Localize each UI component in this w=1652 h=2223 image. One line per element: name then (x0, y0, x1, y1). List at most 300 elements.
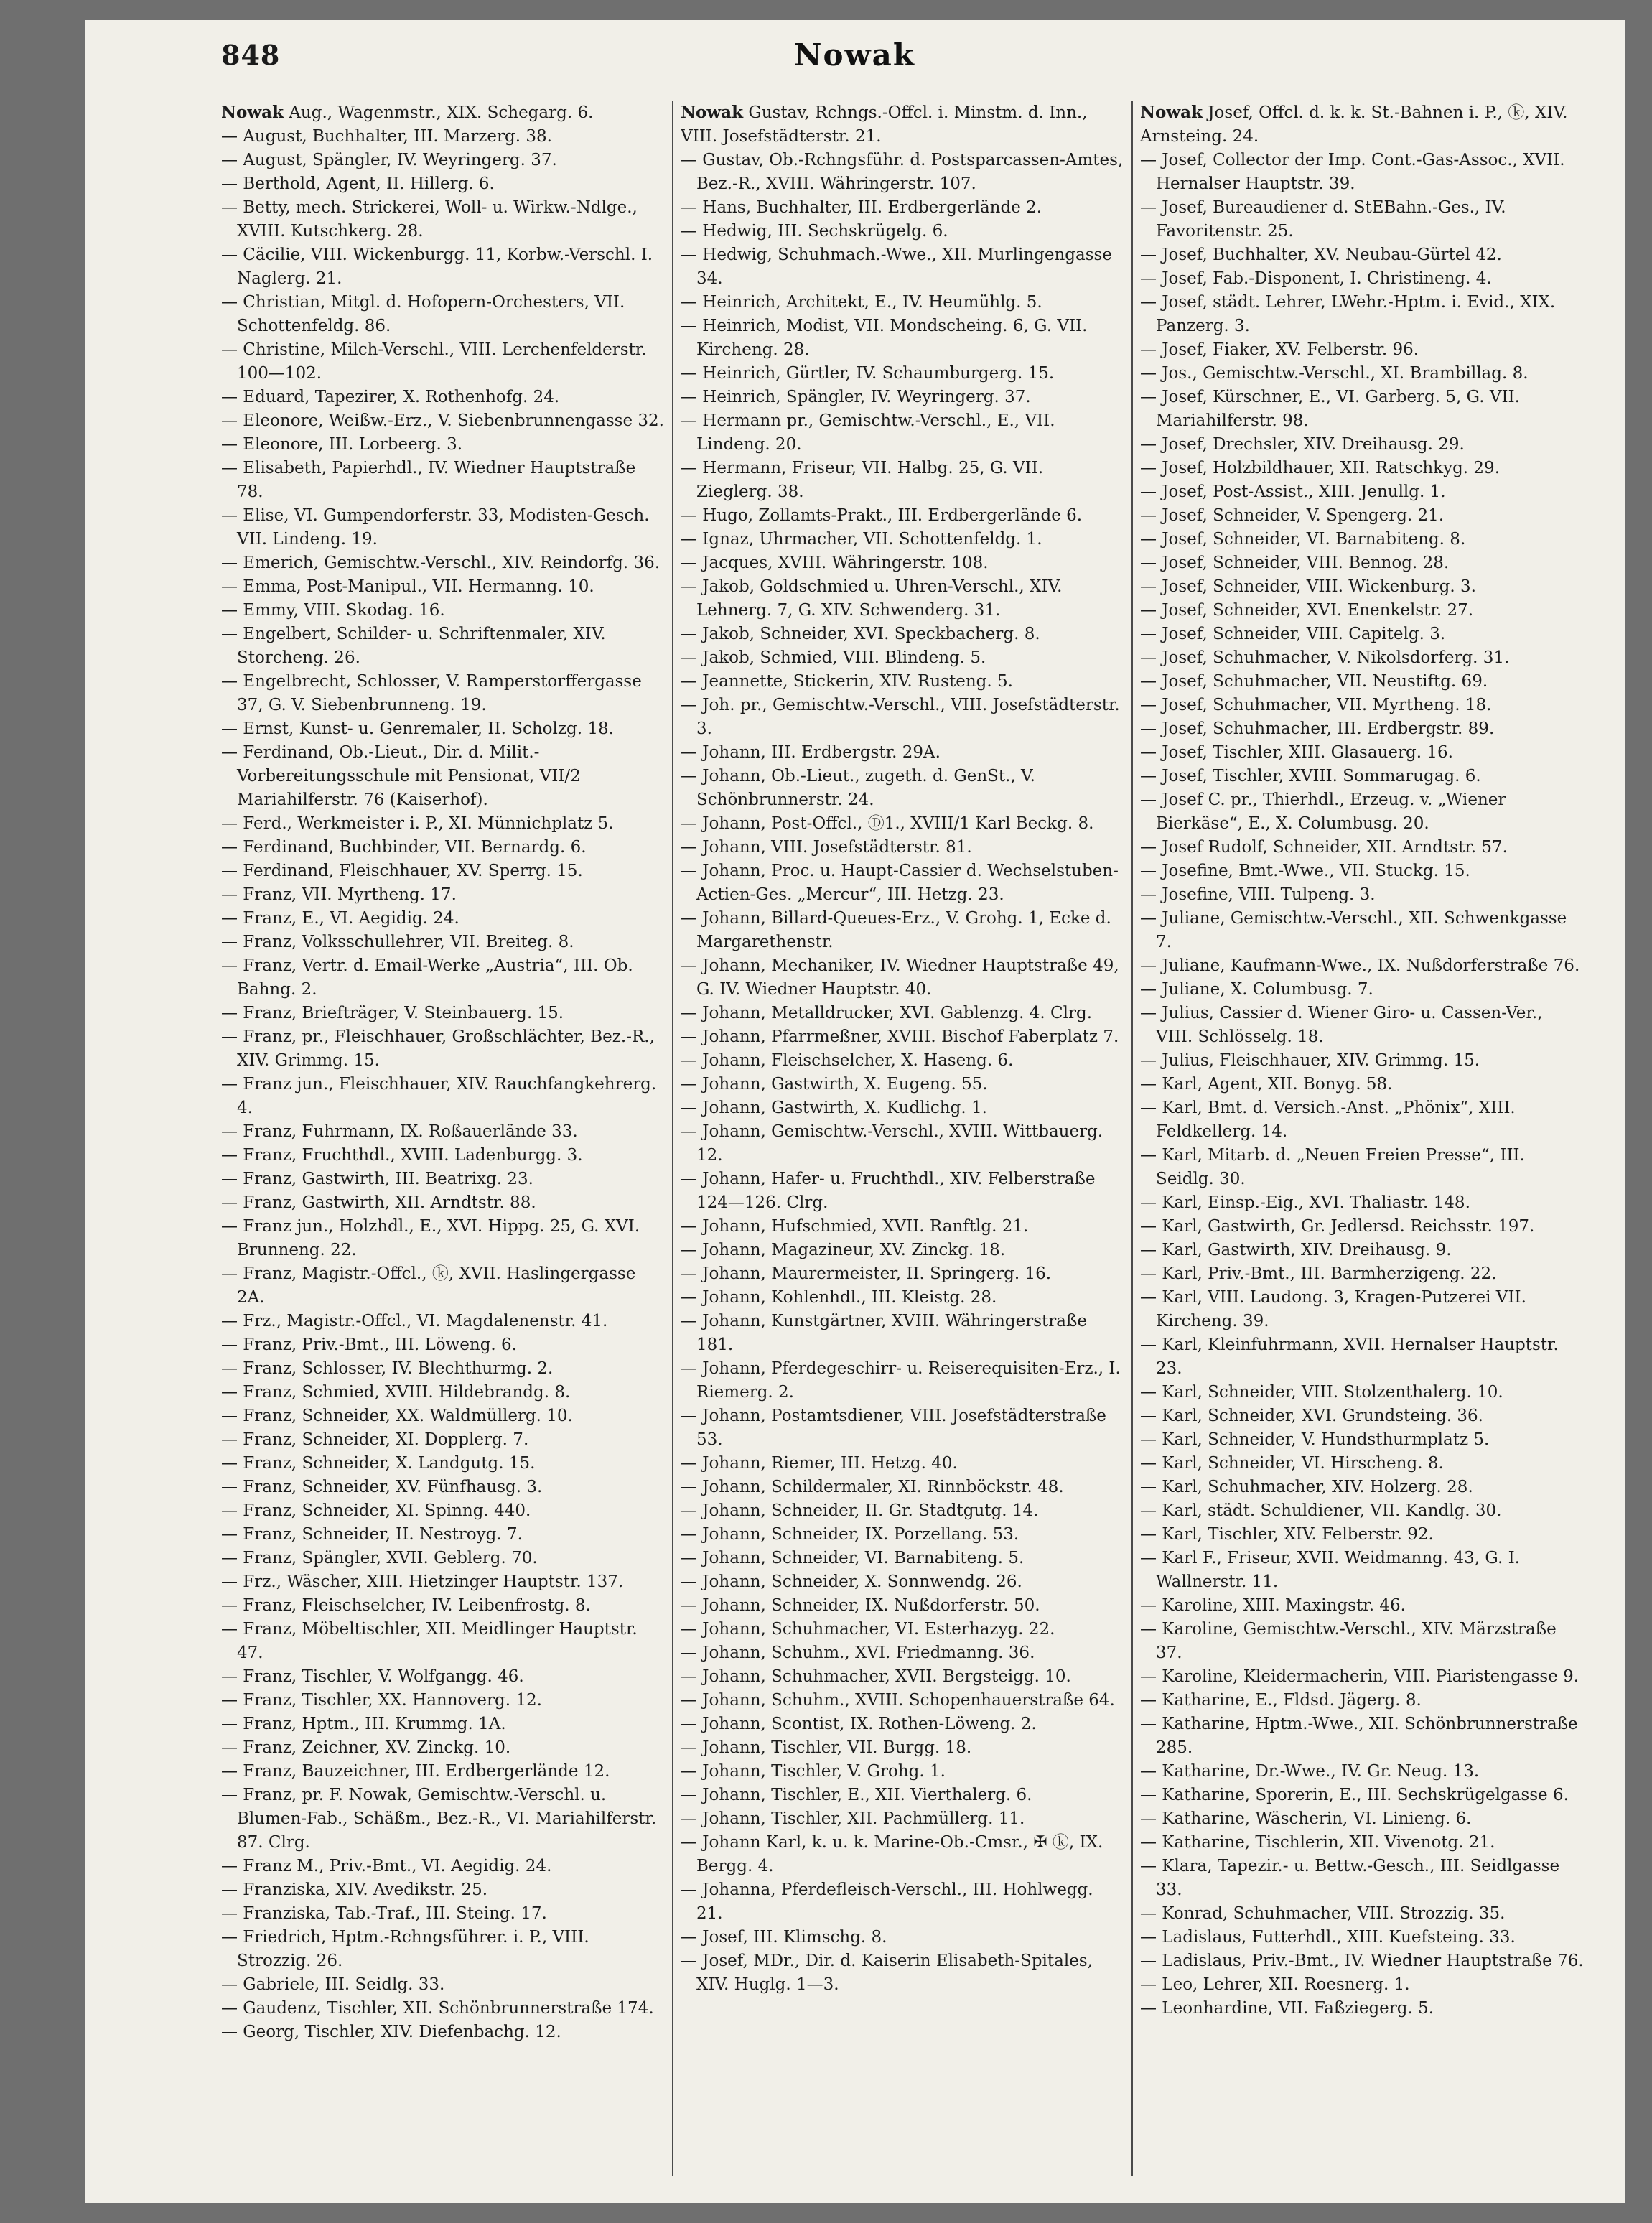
entry-text: — Josef, Schneider, VIII. Capitelg. 3. (1140, 625, 1446, 643)
entry-text: — Karl, Gastwirth, XIV. Dreihausg. 9. (1140, 1241, 1452, 1259)
entry-text: — Franz, Gastwirth, XII. Arndtstr. 88. (221, 1193, 536, 1212)
entry-text: — Johann, Schuhmacher, XVII. Bergsteigg. 10. (681, 1667, 1071, 1686)
directory-entry (681, 1760, 1124, 1784)
directory-entry (1140, 1949, 1584, 1973)
directory-entry (681, 1262, 1124, 1286)
entry-text: — Frz., Magistr.-Offcl., VI. Magdalenenstr. 41. (221, 1312, 608, 1330)
entry-text: — Karl, Schneider, V. Hundsthurmplatz 5. (1140, 1430, 1490, 1449)
directory-entry (221, 575, 665, 599)
entry-text: — Josefine, Bmt.-Wwe., VII. Stuckg. 15. (1140, 862, 1470, 880)
entry-text: — Jakob, Schmied, VIII. Blindeng. 5. (681, 648, 986, 667)
entry-text: — Katharine, Dr.-Wwe., IV. Gr. Neug. 13. (1140, 1762, 1480, 1781)
directory-entry (1140, 1665, 1584, 1689)
entry-text: — Hugo, Zollamts-Prakt., III. Erdbergerlände 6. (681, 506, 1083, 525)
directory-entry (681, 362, 1124, 386)
entry-text: Gustav, Rchngs.-Offcl. i. Minstm. d. Inn., VIII. Josefstädterstr. 21. (681, 103, 1088, 146)
directory-entry (221, 883, 665, 907)
directory-entry (221, 101, 665, 125)
entry-text: — Johann, Kunstgärtner, XVIII. Währingerstraße 181. (681, 1312, 1087, 1354)
directory-entry (1140, 1381, 1584, 1404)
directory-entry (221, 954, 665, 1002)
entry-text: — Katharine, Tischlerin, XII. Vivenotg. 21. (1140, 1833, 1495, 1852)
directory-entry (1140, 386, 1584, 433)
directory-entry (221, 717, 665, 741)
directory-entry (1140, 1002, 1584, 1049)
entry-text: — Johann, Ob.-Lieut., zugeth. d. GenSt., V. Schönbrunnerstr. 24. (681, 767, 1035, 809)
directory-entry (1140, 1997, 1584, 2021)
directory-entry (681, 907, 1124, 954)
directory-entry (1140, 599, 1584, 623)
entry-text: — Johann, Proc. u. Haupt-Cassier d. Wechselstuben-Actien-Ges. „Mercur“, III. Hetzg. 23. (681, 862, 1119, 904)
directory-entry (681, 243, 1124, 291)
entry-text: — Katharine, E., Fldsd. Jägerg. 8. (1140, 1691, 1422, 1710)
entry-text: — Johann, Gastwirth, X. Eugeng. 55. (681, 1075, 988, 1094)
directory-entry (1140, 646, 1584, 670)
directory-entry (681, 1523, 1124, 1547)
entry-text: — Ferdinand, Fleischhauer, XV. Sperrg. 15. (221, 862, 583, 880)
directory-entry (681, 528, 1124, 551)
directory-entry (1140, 1594, 1584, 1618)
directory-entry (1140, 1096, 1584, 1144)
entry-text: — Johann, Hufschmied, XVII. Ranftlg. 21. (681, 1217, 1029, 1236)
entry-text: — Josef, Schuhmacher, V. Nikolsdorferg. 31. (1140, 648, 1510, 667)
directory-entry (221, 457, 665, 504)
entry-text: — Johann, Pferdegeschirr- u. Reiserequisiten-Erz., I. Riemerg. 2. (681, 1359, 1121, 1402)
entry-text: — Johanna, Pferdefleisch-Verschl., III. Hohlwegg. 21. (681, 1881, 1093, 1923)
directory-entry (1140, 243, 1584, 267)
directory-entry (1140, 1784, 1584, 1807)
directory-entry (221, 907, 665, 931)
directory-entry (1140, 575, 1584, 599)
entry-text: — Heinrich, Spängler, IV. Weyringerg. 37. (681, 388, 1031, 406)
directory-entry (221, 931, 665, 954)
entry-text: — Josef, Schuhmacher, VII. Myrtheng. 18. (1140, 696, 1492, 714)
entry-text: — Josef, Bureaudiener d. StEBahn.-Ges., IV. Favoritenstr. 25. (1140, 198, 1506, 241)
directory-entry (221, 1333, 665, 1357)
directory-entry (1140, 765, 1584, 788)
directory-entry (221, 2021, 665, 2044)
directory-entry (221, 1736, 665, 1760)
entry-text: — Hans, Buchhalter, III. Erdbergerlände 2. (681, 198, 1042, 217)
entry-text: — Jeannette, Stickerin, XIV. Rusteng. 5. (681, 672, 1013, 691)
directory-entry (681, 1002, 1124, 1025)
directory-entry (221, 812, 665, 836)
directory-entry (681, 1239, 1124, 1262)
entry-text: — Juliane, Gemischtw.-Verschl., XII. Schwenkgasse 7. (1140, 909, 1567, 951)
directory-entry (1140, 1404, 1584, 1428)
directory-entry (1140, 883, 1584, 907)
directory-entry (221, 1025, 665, 1073)
directory-entry (681, 1594, 1124, 1618)
entry-text: — Joh. pr., Gemischtw.-Verschl., VIII. Josefstädterstr. 3. (681, 696, 1120, 738)
directory-entry (681, 1096, 1124, 1120)
entry-text: — Karl F., Friseur, XVII. Weidmanng. 43, G. I. Wallnerstr. 11. (1140, 1549, 1520, 1591)
entry-text: — Engelbrecht, Schlosser, V. Ramperstorffergasse 37, G. V. Siebenbrunneng. 19. (221, 672, 642, 714)
entry-text: — Karoline, Kleidermacherin, VIII. Piaristengasse 9. (1140, 1667, 1579, 1686)
entry-text: — Franz, Magistr.-Offcl., ⓚ, XVII. Haslingergasse 2A. (221, 1264, 636, 1307)
entry-text: — Juliane, X. Columbusg. 7. (1140, 980, 1373, 999)
entry-text: — Christian, Mitgl. d. Hofopern-Orchesters, VII. Schottenfeldg. 86. (221, 293, 625, 335)
entry-text: — Johann, Tischler, XII. Pachmüllerg. 11. (681, 1809, 1025, 1828)
directory-entry (221, 836, 665, 859)
entry-text: — Josef, Collector der Imp. Cont.-Gas-Assoc., XVII. Hernalser Hauptstr. 39. (1140, 151, 1565, 193)
entry-text: — Johann, Fleischselcher, X. Haseng. 6. (681, 1051, 1014, 1070)
entry-text: — Johann, Schneider, IX. Porzellang. 53. (681, 1525, 1019, 1544)
page-number: 848 (221, 39, 281, 71)
entry-text: — Johann, Riemer, III. Hetzg. 40. (681, 1454, 958, 1473)
directory-entry (1140, 1973, 1584, 1997)
directory-entry (681, 1404, 1124, 1452)
directory-entry (1140, 1333, 1584, 1381)
directory-entry (1140, 978, 1584, 1002)
entry-text: — Karl, Agent, XII. Bonyg. 58. (1140, 1075, 1393, 1094)
directory-entry (681, 457, 1124, 504)
directory-entry (221, 1523, 665, 1547)
directory-entry (221, 1120, 665, 1144)
column-divider (672, 101, 673, 2176)
column-divider (1131, 101, 1133, 2176)
entry-text: — Ernst, Kunst- u. Genremaler, II. Scholzg. 18. (221, 719, 614, 738)
entry-text: — Heinrich, Gürtler, IV. Schaumburgerg. 15. (681, 364, 1055, 383)
entry-text: — Johann, Metalldrucker, XVI. Gablenzg. 4. Clrg. (681, 1004, 1093, 1022)
entry-text: — Franz jun., Fleischhauer, XIV. Rauchfangkehrerg. 4. (221, 1075, 657, 1117)
entry-text: — Hedwig, III. Sechskrügelg. 6. (681, 222, 948, 241)
entry-text: — Betty, mech. Strickerei, Woll- u. Wirkw.-Ndlge., XVIII. Kutschkerg. 28. (221, 198, 638, 241)
entry-text: — Franz, Tischler, V. Wolfgangg. 46. (221, 1667, 524, 1686)
directory-entry (221, 1784, 665, 1855)
entry-text: — Cäcilie, VIII. Wickenburgg. 11, Korbw.-Verschl. I. Naglerg. 21. (221, 246, 653, 288)
directory-entry (681, 291, 1124, 314)
directory-entry (681, 836, 1124, 859)
directory-entry (681, 1499, 1124, 1523)
entry-text: — Franz, Gastwirth, III. Beatrixg. 23. (221, 1170, 533, 1188)
directory-entry (221, 1191, 665, 1215)
directory-entry (1140, 836, 1584, 859)
directory-entry (1140, 1831, 1584, 1855)
directory-entry (681, 409, 1124, 457)
entry-text: — Josef, Schneider, VIII. Wickenburg. 3. (1140, 577, 1476, 596)
directory-entry (221, 1926, 665, 1973)
entry-text: — Josef, Schneider, V. Spengerg. 21. (1140, 506, 1445, 525)
directory-entry (681, 551, 1124, 575)
entry-text: — Johann, Post-Offcl., Ⓓ1., XVIII/1 Karl Beckg. 8. (681, 814, 1094, 833)
directory-entry (1140, 1689, 1584, 1712)
directory-entry (681, 196, 1124, 220)
directory-entry (681, 149, 1124, 196)
directory-entry (681, 1357, 1124, 1404)
entry-text: — Jos., Gemischtw.-Verschl., XI. Brambillag. 8. (1140, 364, 1529, 383)
directory-entry (221, 409, 665, 433)
directory-entry (221, 1357, 665, 1381)
directory-entry (221, 125, 665, 149)
entry-text: — August, Spängler, IV. Weyringerg. 37. (221, 151, 557, 169)
entry-text: — Franz, Fuhrmann, IX. Roßauerlände 33. (221, 1122, 578, 1141)
entry-text: — Elisabeth, Papierhdl., IV. Wiedner Hauptstraße 78. (221, 459, 636, 501)
entry-text: — Karl, Priv.-Bmt., III. Barmherzigeng. 22. (1140, 1264, 1497, 1283)
directory-entry (221, 1547, 665, 1570)
entry-text: — Julius, Cassier d. Wiener Giro- u. Cassen-Ver., VIII. Schlösselg. 18. (1140, 1004, 1543, 1046)
entry-text: — Franz, Fleischselcher, IV. Leibenfrostg. 8. (221, 1596, 591, 1615)
directory-entry (221, 1428, 665, 1452)
directory-entry (681, 1547, 1124, 1570)
column-3 (1140, 101, 1584, 2176)
directory-entry (681, 1784, 1124, 1807)
directory-entry (681, 1712, 1124, 1736)
entry-text: — Jakob, Schneider, XVI. Speckbacherg. 8. (681, 625, 1040, 643)
entry-text: — Franz, Schneider, XV. Fünfhausg. 3. (221, 1478, 543, 1496)
directory-entry (1140, 457, 1584, 480)
entry-text: — Franz, Schneider, XX. Waldmüllerg. 10. (221, 1407, 573, 1425)
directory-entry (1140, 694, 1584, 717)
entry-text: — Engelbert, Schilder- u. Schriftenmaler, XIV. Storcheng. 26. (221, 625, 606, 667)
entry-text: — Franz, pr. F. Nowak, Gemischtw.-Verschl. u. Blumen-Fab., Schäßm., Bez.-R., VI. Mariahilferstr. 87. Clrg. (221, 1786, 657, 1852)
entry-text: — Friedrich, Hptm.-Rchngsführer. i. P., VIII. Strozzig. 26. (221, 1928, 589, 1970)
entry-text: — Johann, III. Erdbergstr. 29A. (681, 743, 941, 762)
directory-entry (1140, 1239, 1584, 1262)
directory-entry (681, 954, 1124, 1002)
entry-text: — Johann, Tischler, VII. Burgg. 18. (681, 1738, 972, 1757)
directory-entry (221, 1310, 665, 1333)
directory-entry (1140, 1855, 1584, 1902)
entry-text: — Franz, pr., Fleischhauer, Großschlächter, Bez.-R., XIV. Grimmg. 15. (221, 1027, 655, 1070)
entry-text: — Georg, Tischler, XIV. Diefenbachg. 12. (221, 2023, 561, 2041)
entry-text: — Katharine, Hptm.-Wwe., XII. Schönbrunnerstraße 285. (1140, 1715, 1578, 1757)
directory-entry (221, 1997, 665, 2021)
entry-text: — Josef, städt. Lehrer, LWehr.-Hptm. i. Evid., XIX. Panzerg. 3. (1140, 293, 1556, 335)
entry-text: — Josef C. pr., Thierhdl., Erzeug. v. „Wiener Bierkäse“, E., X. Columbusg. 20. (1140, 791, 1506, 833)
entry-text: — Johann, Schildermaler, XI. Rinnböckstr. 48. (681, 1478, 1064, 1496)
entry-text: — Karl, VIII. Laudong. 3, Kragen-Putzerei VII. Kircheng. 39. (1140, 1288, 1526, 1330)
entry-text: — Franz, Schlosser, IV. Blechthurmg. 2. (221, 1359, 554, 1378)
directory-entry (221, 1215, 665, 1262)
entry-text: — Hermann, Friseur, VII. Halbg. 25, G. VII. Zieglerg. 38. (681, 459, 1044, 501)
entry-text: — Franz, Schneider, XI. Dopplerg. 7. (221, 1430, 529, 1449)
entry-text: — Franziska, XIV. Avedikstr. 25. (221, 1881, 488, 1899)
entry-text: — Jacques, XVIII. Währingerstr. 108. (681, 554, 989, 572)
directory-entry (221, 172, 665, 196)
entry-text: — Johann, Schneider, X. Sonnwendg. 26. (681, 1572, 1022, 1591)
entry-text: — Josef, Tischler, XVIII. Sommarugag. 6. (1140, 767, 1481, 786)
directory-entry (1140, 1712, 1584, 1760)
entry-text: — Franz, Zeichner, XV. Zinckg. 10. (221, 1738, 511, 1757)
entry-text: — Johann, VIII. Josefstädterstr. 81. (681, 838, 972, 857)
directory-entry (221, 1452, 665, 1476)
directory-entry (681, 670, 1124, 694)
directory-entry (221, 1570, 665, 1594)
entry-text: — Hedwig, Schuhmach.-Wwe., XII. Murlingengasse 34. (681, 246, 1112, 288)
entry-text: — Josef, III. Klimschg. 8. (681, 1928, 887, 1947)
directory-entry (221, 623, 665, 670)
directory-entry (1140, 1618, 1584, 1665)
entry-text: — Johann, Schneider, IX. Nußdorferstr. 50. (681, 1596, 1040, 1615)
entry-text: — Christine, Milch-Verschl., VIII. Lerchenfelderstr. 100—102. (221, 340, 647, 383)
entry-text: — Karl, Schneider, VIII. Stolzenthalerg. 10. (1140, 1383, 1503, 1402)
entry-text: — Franz, Möbeltischler, XII. Meidlinger Hauptstr. 47. (221, 1620, 638, 1662)
entry-text: — Franz, E., VI. Aegidig. 24. (221, 909, 459, 928)
entry-text: — Karl, Tischler, XIV. Felberstr. 92. (1140, 1525, 1434, 1544)
entry-text: — Frz., Wäscher, XIII. Hietzinger Hauptstr. 137. (221, 1572, 624, 1591)
entry-text: — Franz, Volksschullehrer, VII. Breiteg. 8. (221, 933, 574, 951)
directory-entry (1140, 954, 1584, 978)
directory-entry (681, 1878, 1124, 1926)
directory-entry (681, 1025, 1124, 1049)
directory-entry (1140, 623, 1584, 646)
directory-entry (1140, 1760, 1584, 1784)
entry-text: — Johann, Tischler, E., XII. Vierthalerg. 6. (681, 1786, 1032, 1804)
directory-entry (681, 101, 1124, 149)
directory-entry (1140, 1902, 1584, 1926)
directory-entry (681, 1807, 1124, 1831)
entry-text: — Josef, Schneider, VI. Barnabiteng. 8. (1140, 530, 1466, 549)
entry-text: — Johann, Kohlenhdl., III. Kleistg. 28. (681, 1288, 997, 1307)
directory-entry (681, 741, 1124, 765)
entry-text: — Johann, Magazineur, XV. Zinckg. 18. (681, 1241, 1006, 1259)
entry-text: — Karl, Kleinfuhrmann, XVII. Hernalser Hauptstr. 23. (1140, 1336, 1559, 1378)
directory-entry (221, 243, 665, 291)
entry-text: — Josef, Schneider, XVI. Enenkelstr. 27. (1140, 601, 1474, 620)
directory-entry (221, 1073, 665, 1120)
directory-entry (681, 1286, 1124, 1310)
entry-text: — Josef, Drechsler, XIV. Dreihausg. 29. (1140, 435, 1465, 454)
entry-text: — Franz jun., Holzhdl., E., XVI. Hippg. 25, G. XVI. Brunneng. 22. (221, 1217, 640, 1259)
entry-text: — Konrad, Schuhmacher, VIII. Strozzig. 35. (1140, 1904, 1506, 1923)
entry-text: — Josefine, VIII. Tulpeng. 3. (1140, 885, 1376, 904)
entry-text: — Franz, Hptm., III. Krummg. 1A. (221, 1715, 506, 1733)
directory-entry (221, 1168, 665, 1191)
directory-entry (681, 1689, 1124, 1712)
directory-entry (221, 433, 665, 457)
entry-text: — Josef Rudolf, Schneider, XII. Arndtstr. 57. (1140, 838, 1508, 857)
directory-entry (221, 1902, 665, 1926)
entry-text: — Josef, Fab.-Disponent, I. Christineng. 4. (1140, 269, 1492, 288)
entry-text: — Franz, Schneider, II. Nestroyg. 7. (221, 1525, 523, 1544)
entry-text: — Franz, Schmied, XVIII. Hildebrandg. 8. (221, 1383, 571, 1402)
directory-entry (221, 1665, 665, 1689)
entry-text: — Josef, Post-Assist., XIII. Jenullg. 1. (1140, 483, 1446, 501)
directory-entry (221, 1689, 665, 1712)
entry-text: — Franz, Schneider, X. Landgutg. 15. (221, 1454, 536, 1473)
directory-entry (1140, 504, 1584, 528)
directory-entry (221, 1760, 665, 1784)
entry-text: — Johann, Schneider, VI. Barnabiteng. 5. (681, 1549, 1025, 1567)
directory-entry (1140, 101, 1584, 149)
page-header (85, 34, 1625, 78)
entry-text: — Karl, Schneider, VI. Hirscheng. 8. (1140, 1454, 1444, 1473)
page-title: Nowak (794, 37, 915, 73)
entry-text: — Franz M., Priv.-Bmt., VI. Aegidig. 24. (221, 1857, 552, 1875)
directory-entry (221, 1262, 665, 1310)
entry-text: — Karl, Gastwirth, Gr. Jedlersd. Reichsstr. 197. (1140, 1217, 1535, 1236)
entry-text: — Johann, Schuhmacher, VI. Esterhazyg. 22. (681, 1620, 1055, 1639)
entry-text: — Katharine, Sporerin, E., III. Sechskrügelgasse 6. (1140, 1786, 1569, 1804)
directory-entry (681, 1736, 1124, 1760)
entry-text: — Franz, Priv.-Bmt., III. Löweng. 6. (221, 1336, 517, 1354)
directory-entry (221, 386, 665, 409)
entry-text: — Josef, Kürschner, E., VI. Garberg. 5, G. VII. Mariahilferstr. 98. (1140, 388, 1520, 430)
directory-entry (681, 1168, 1124, 1215)
entry-text: — Franz, Vertr. d. Email-Werke „Austria“, III. Ob. Bahng. 2. (221, 956, 633, 999)
directory-entry (681, 1049, 1124, 1073)
entry-text: — Gabriele, III. Seidlg. 33. (221, 1975, 445, 1994)
directory-entry (1140, 788, 1584, 836)
directory-entry (1140, 1452, 1584, 1476)
directory-entry (1140, 196, 1584, 243)
entry-text: — Josef, Holzbildhauer, XII. Ratschkyg. 29. (1140, 459, 1501, 477)
directory-entry (221, 1594, 665, 1618)
directory-entry (681, 1120, 1124, 1168)
directory-entry (681, 220, 1124, 243)
directory-entry (681, 1310, 1124, 1357)
directory-entry (1140, 859, 1584, 883)
entry-text: — Johann, Hafer- u. Fruchthdl., XIV. Felberstraße 124—126. Clrg. (681, 1170, 1096, 1212)
entry-text: — Karl, Schneider, XVI. Grundsteing. 36. (1140, 1407, 1483, 1425)
entry-text: — Johann, Gastwirth, X. Kudlichg. 1. (681, 1099, 987, 1117)
directory-entry (1140, 1926, 1584, 1949)
directory-entry (221, 504, 665, 551)
entry-text: — Franz, Schneider, XI. Spinng. 440. (221, 1501, 531, 1520)
directory-entry (221, 670, 665, 717)
directory-entry (1140, 1547, 1584, 1594)
entry-text: — Franz, Fruchthdl., XVIII. Ladenburgg. 3. (221, 1146, 583, 1165)
directory-entry (1140, 907, 1584, 954)
directory-entry (1140, 362, 1584, 386)
entry-text: — Johann, Schuhm., XVIII. Schopenhauerstraße 64. (681, 1691, 1115, 1710)
directory-page (85, 20, 1625, 2203)
entry-text: — Johann, Mechaniker, IV. Wiedner Hauptstraße 49, G. IV. Wiedner Hauptstr. 40. (681, 956, 1119, 999)
entry-text: — Eleonore, III. Lorbeerg. 3. (221, 435, 463, 454)
directory-entry (681, 1949, 1124, 1997)
entry-surname: Nowak (1140, 103, 1203, 122)
directory-entry (221, 1973, 665, 1997)
entry-text: — Ladislaus, Priv.-Bmt., IV. Wiedner Hauptstraße 76. (1140, 1952, 1584, 1970)
entry-text: — Katharine, Wäscherin, VI. Linieng. 6. (1140, 1809, 1472, 1828)
directory-entry (221, 1404, 665, 1428)
directory-entry (221, 1878, 665, 1902)
directory-entry (221, 1002, 665, 1025)
directory-entry (681, 1831, 1124, 1878)
entry-text: — Leo, Lehrer, XII. Roesnerg. 1. (1140, 1975, 1410, 1994)
directory-entry (1140, 1428, 1584, 1452)
directory-entry (681, 812, 1124, 836)
directory-entry (221, 1855, 665, 1878)
directory-entry (681, 859, 1124, 907)
directory-entry (1140, 1049, 1584, 1073)
entry-text: — Josef, Schuhmacher, VII. Neustiftg. 69. (1140, 672, 1488, 691)
directory-entry (1140, 741, 1584, 765)
entry-text: — Johann, Pfarrmeßner, XVIII. Bischof Faberplatz 7. (681, 1027, 1119, 1046)
directory-entry (1140, 1215, 1584, 1239)
directory-entry (221, 1499, 665, 1523)
directory-entry (221, 1618, 665, 1665)
directory-entry (221, 196, 665, 243)
entry-text: — Gaudenz, Tischler, XII. Schönbrunnerstraße 174. (221, 1999, 654, 2018)
directory-entry (221, 149, 665, 172)
entry-text: — Josef, Schuhmacher, III. Erdbergstr. 89. (1140, 719, 1495, 738)
directory-entry (1140, 717, 1584, 741)
entry-text: — Jakob, Goldschmied u. Uhren-Verschl., XIV. Lehnerg. 7, G. XIV. Schwenderg. 31. (681, 577, 1063, 620)
entry-surname: Nowak (221, 103, 284, 122)
directory-entry (221, 1476, 665, 1499)
directory-entry (1140, 291, 1584, 338)
directory-entry (681, 386, 1124, 409)
entry-text: — Karoline, XIII. Maxingstr. 46. (1140, 1596, 1406, 1615)
directory-entry (681, 314, 1124, 362)
directory-entry (1140, 528, 1584, 551)
entry-text: — Franz, Spängler, XVII. Geblerg. 70. (221, 1549, 538, 1567)
entry-text: — Josef, Tischler, XIII. Glasauerg. 16. (1140, 743, 1453, 762)
directory-entry (1140, 1144, 1584, 1191)
entry-text: — Johann, Gemischtw.-Verschl., XVIII. Wittbauerg. 12. (681, 1122, 1103, 1165)
